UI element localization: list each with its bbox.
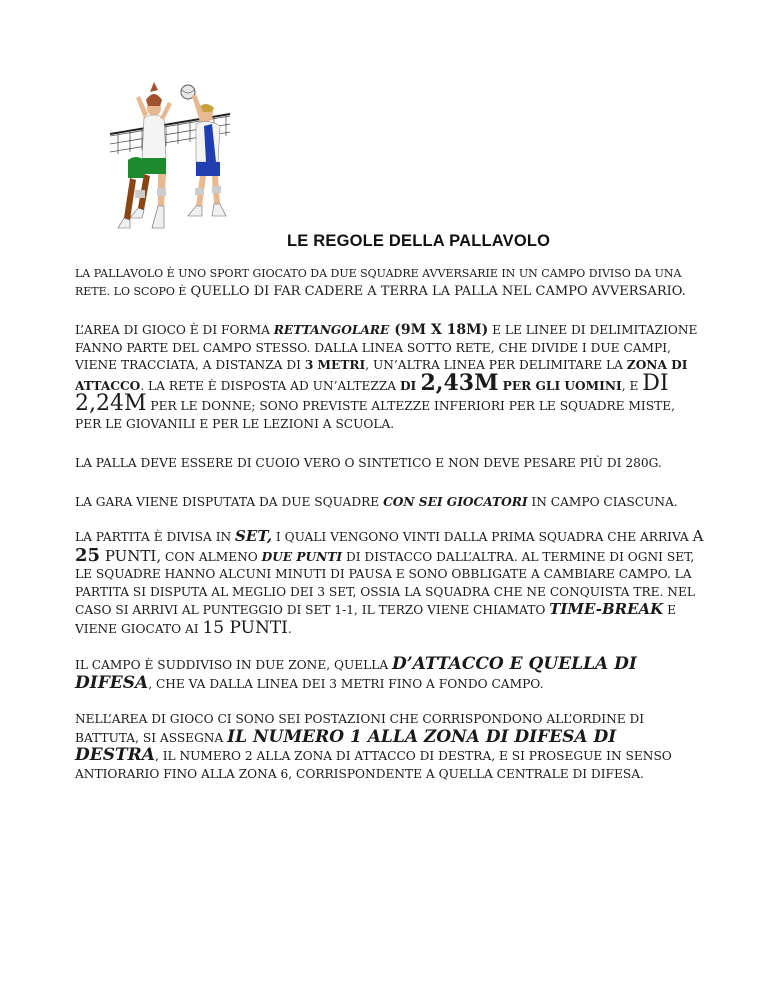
emphasis-run: RETTANGOLARE — [273, 323, 390, 337]
text-run: PUNTI, — [100, 546, 162, 565]
emphasis-run: ZONA DI ATTACCO — [75, 358, 688, 393]
emphasis-run: 3 METRI — [304, 358, 366, 372]
text-run: QUELLO DI FAR CADERE A TERRA LA PALLA NEL CAMPO AVVERSARIO. — [186, 283, 686, 299]
emphasis-run: D’ATTACCO E QUELLA DI DIFESA — [75, 654, 637, 693]
emphasis-run: CON SEI GIOCATORI — [383, 494, 528, 509]
text-run: . — [287, 621, 292, 636]
text-run: A — [692, 527, 704, 545]
text-run: , IL NUMERO 2 ALLA ZONA DI ATTACCO DI DESTRA, E SI PROSEGUE IN SENSO ANTIORARIO FINO ALLA ZONA 6, CORRISPONDENTE A QUELLA CENTRALE DI DIFESA. — [75, 749, 672, 781]
text-run: IL CAMPO È SUDDIVISO IN DUE ZONE, QUELLA — [75, 658, 392, 672]
emphasis-run: TIME-BREAK — [549, 600, 664, 618]
text-run: PER LE DONNE; SONO PREVISTE ALTEZZE INFERIORI PER LE SQUADRE MISTE, PER LE GIOVANILI E PER LE LEZIONI A SCUOLA. — [75, 399, 675, 431]
paragraph-sets — [75, 528, 705, 638]
emphasis-run: SET, — [235, 527, 273, 545]
volleyball-players-at-net-icon — [108, 78, 240, 250]
emphasis-run: IL NUMERO 1 ALLA ZONA DI DIFESA DI DESTRA — [75, 726, 617, 765]
paragraph-area — [75, 322, 705, 433]
document-body — [75, 265, 705, 783]
text-run: I QUALI VENGONO VINTI DALLA PRIMA SQUADRA CHE ARRIVA — [272, 530, 693, 544]
paragraph-ball: LA PALLA DEVE ESSERE DI CUOIO VERO O SINTETICO E NON DEVE PESARE PIÙ DI 280G. — [75, 456, 662, 470]
text-run: CON ALMENO — [161, 549, 262, 564]
paragraph-intro — [75, 265, 705, 300]
emphasis-run: DI 2,24M — [75, 370, 669, 416]
emphasis-run: PER GLI UOMINI — [498, 378, 622, 393]
emphasis-run: 25 — [75, 544, 101, 566]
text-run: E VIENE GIOCATO AI — [75, 603, 676, 636]
text-run: LA GARA VIENE DISPUTATA DA DUE SQUADRE — [75, 494, 384, 509]
paragraph-positions — [75, 711, 705, 783]
text-run: DI DISTACCO DALL’ALTRA. AL TERMINE DI OGNI SET, LE SQUADRE HANNO ALCUNI MINUTI DI PAUSA E SONO OBBLIGATE A CAMBIARE CAMPO. LA PARTITA SI DISPUTA AL MEGLIO DEI 3 SET, OSSIA LA SQUADRA CHE NE CONQUISTA TRE. NEL CASO SI ARRIVI AL PUNTEGGIO DI SET 1-1, IL TERZO VIENE CHIAMATO — [75, 549, 695, 617]
paragraph-zones — [75, 656, 705, 693]
text-run: LA PALLAVOLO È UNO SPORT GIOCATO DA DUE SQUADRE AVVERSARIE IN UN CAMPO DIVISO DA UNA RETE. LO SCOPO È — [75, 267, 682, 298]
emphasis-run: DI — [399, 378, 421, 393]
page-title: LE REGOLE DELLA PALLAVOLO — [287, 232, 551, 250]
emphasis-run: (9M X 18M) — [389, 322, 489, 338]
text-run: , UN’ALTRA LINEA PER DELIMITARE LA — [365, 358, 627, 372]
text-run: NELL’AREA DI GIOCO CI SONO SEI POSTAZIONI CHE CORRISPONDONO ALL’ORDINE DI BATTUTA, SI ASSEGNA — [75, 712, 645, 745]
text-run: LA PARTITA È DIVISA IN — [75, 530, 236, 544]
emphasis-run: 15 PUNTI — [202, 617, 288, 638]
text-run: IN CAMPO CIASCUNA. — [527, 494, 678, 509]
text-run: , CHE VA DALLA LINEA DEI 3 METRI FINO A FONDO CAMPO. — [148, 676, 544, 691]
text-run: , E — [621, 378, 643, 393]
paragraph-teams — [75, 494, 705, 512]
text-run: L’AREA DI GIOCO È DI FORMA — [75, 323, 274, 337]
emphasis-run: DUE PUNTI — [261, 549, 343, 564]
text-run: E LE LINEE DI DELIMITAZIONE FANNO PARTE DEL CAMPO STESSO. DALLA LINEA SOTTO RETE, CHE DIVIDE I DUE CAMPI, VIENE TRACCIATA, A DISTANZA DI — [75, 323, 698, 372]
text-run: . LA RETE È DISPOSTA AD UN’ALTEZZA — [140, 378, 400, 393]
emphasis-run: 2,43M — [420, 369, 499, 396]
